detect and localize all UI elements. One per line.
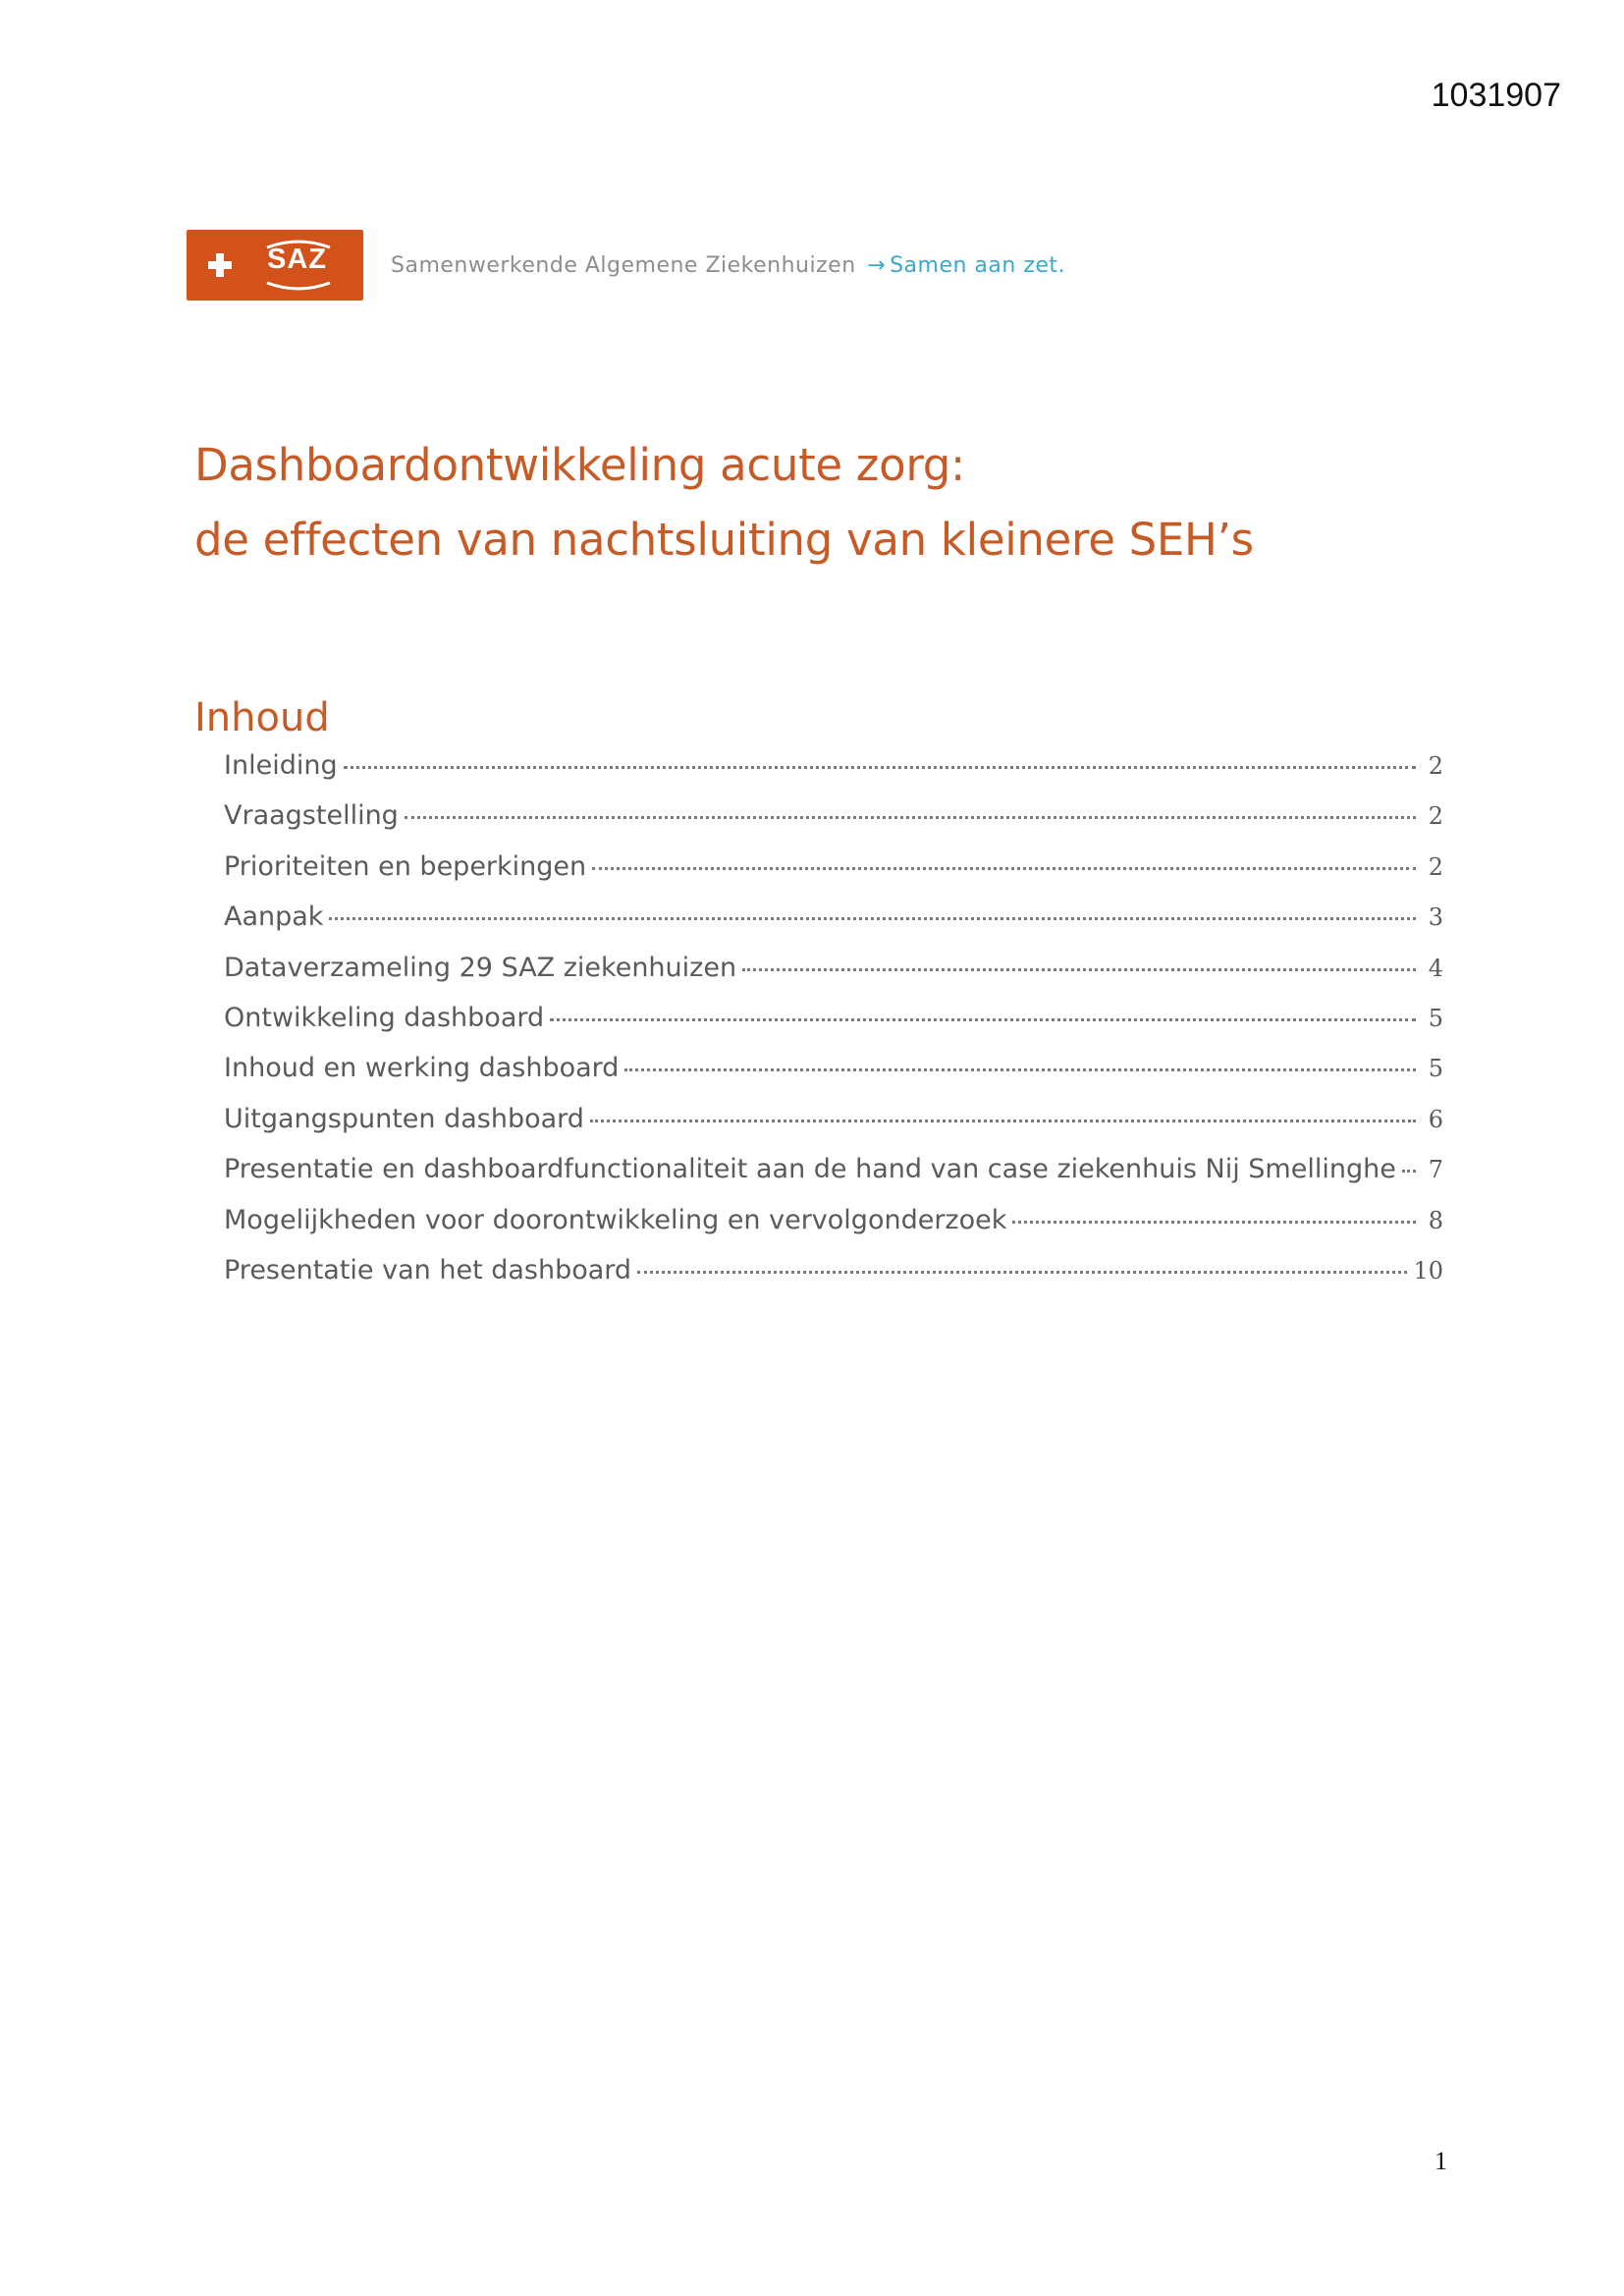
toc-entry[interactable] xyxy=(224,1053,1443,1103)
toc-entry[interactable] xyxy=(224,902,1443,952)
toc-entry[interactable] xyxy=(224,750,1443,800)
toc-entry-page: 6 xyxy=(1428,1105,1443,1133)
toc-entry-page: 7 xyxy=(1428,1156,1443,1184)
saz-logo-header xyxy=(187,226,1065,304)
toc-entry-title: Aanpak xyxy=(224,902,324,933)
toc-entry-title: Inhoud en werking dashboard xyxy=(224,1053,620,1084)
document-title xyxy=(194,428,1254,577)
logo-brand-text: SAZ xyxy=(267,244,327,275)
saz-logo xyxy=(187,230,363,301)
toc-heading: Inhoud xyxy=(194,695,330,740)
toc-dot-leader xyxy=(590,1120,1416,1122)
cross-icon xyxy=(206,251,234,279)
toc-dot-leader xyxy=(742,968,1416,971)
toc-entry-title: Vraagstelling xyxy=(224,800,399,832)
toc-entry-title: Ontwikkeling dashboard xyxy=(224,1002,545,1033)
logo-tagline xyxy=(391,253,1065,278)
toc-dot-leader xyxy=(592,867,1416,870)
toc-entry-page: 3 xyxy=(1428,903,1443,932)
page-number: 1 xyxy=(1435,2147,1447,2175)
toc-entry-page: 10 xyxy=(1413,1256,1443,1285)
toc-entry[interactable] xyxy=(224,800,1443,850)
title-line-1: Dashboardontwikkeling acute zorg: xyxy=(194,439,965,491)
toc-entry[interactable] xyxy=(224,1154,1443,1204)
document-number: 1031907 xyxy=(1431,77,1561,114)
tagline-text: Samenwerkende Algemene Ziekenhuizen xyxy=(391,252,856,278)
toc-entry-page: 5 xyxy=(1428,1055,1443,1083)
toc-entry-page: 2 xyxy=(1428,752,1443,780)
toc-entry[interactable] xyxy=(224,1255,1443,1305)
arrow-right-icon: → xyxy=(867,252,887,278)
toc-entry-page: 2 xyxy=(1428,852,1443,881)
toc-dot-leader xyxy=(1012,1221,1416,1224)
toc-dot-leader xyxy=(637,1271,1407,1274)
toc-dot-leader xyxy=(329,917,1416,920)
toc-entry[interactable] xyxy=(224,953,1443,1003)
toc-entry-title: Dataverzameling 29 SAZ ziekenhuizen xyxy=(224,952,737,983)
toc-entry-title: Mogelijkheden voor doorontwikkeling en vervolgonderzoek xyxy=(224,1204,1007,1235)
toc-entry-page: 8 xyxy=(1428,1206,1443,1234)
toc-entry[interactable] xyxy=(224,851,1443,902)
toc-entry-title: Prioriteiten en beperkingen xyxy=(224,850,587,882)
toc-entry-title: Uitgangspunten dashboard xyxy=(224,1103,584,1134)
toc-entry[interactable] xyxy=(224,1205,1443,1255)
toc-entry[interactable] xyxy=(224,1104,1443,1154)
toc-dot-leader xyxy=(344,766,1416,769)
toc-dot-leader xyxy=(1402,1170,1416,1173)
toc-entry-page: 5 xyxy=(1428,1004,1443,1032)
toc-entry-page: 2 xyxy=(1428,802,1443,831)
slogan-text: Samen aan zet. xyxy=(890,252,1066,278)
toc-dot-leader xyxy=(550,1018,1416,1021)
toc-dot-leader xyxy=(624,1068,1416,1071)
table-of-contents xyxy=(224,750,1443,1305)
toc-entry-title: Presentatie van het dashboard xyxy=(224,1254,632,1285)
toc-dot-leader xyxy=(405,816,1416,819)
toc-entry-title: Inleiding xyxy=(224,750,338,781)
toc-entry-title: Presentatie en dashboardfunctionaliteit aan de hand van case ziekenhuis Nij Smellinghe xyxy=(224,1154,1396,1185)
title-line-2: de effecten van nachtsluiting van kleinere SEH’s xyxy=(194,514,1254,566)
toc-entry-page: 4 xyxy=(1428,954,1443,982)
toc-entry[interactable] xyxy=(224,1003,1443,1053)
